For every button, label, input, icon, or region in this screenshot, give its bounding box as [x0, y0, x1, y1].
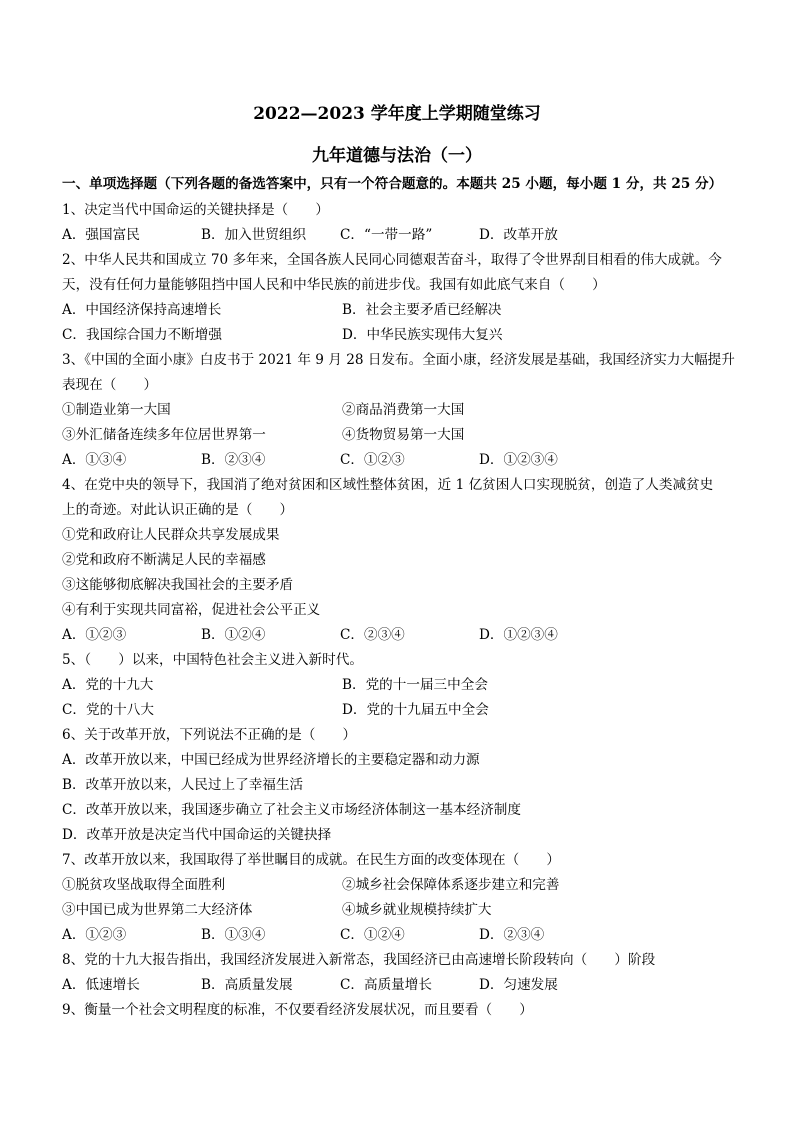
q7-option-d: D．②③④ [479, 927, 545, 943]
question-1-options [62, 223, 732, 248]
question-2-stem-line2: 天，没有任何力量能够阻挡中国人民和中华民族的前进步伐。我国有如此底气来自（ ） [62, 277, 606, 293]
q7-statement-1: ①脱贫攻坚战取得全面胜利 [62, 877, 226, 893]
q6-option-a: A．改革开放以来，中国已经成为世界经济增长的主要稳定器和动力源 [62, 752, 480, 768]
q2-option-a: A．中国经济保持高速增长 [62, 302, 222, 318]
q6-option-c: C．改革开放以来，我国逐步确立了社会主义市场经济体制这一基本经济制度 [62, 802, 521, 818]
q1-option-c: C．“一带一路” [340, 227, 433, 243]
question-list [62, 198, 735, 1023]
q4-statement-1: ①党和政府让人民群众共享发展成果 [62, 527, 280, 543]
question-5-options-row2 [62, 698, 732, 723]
question-2-options-row1 [62, 298, 732, 323]
q6-option-d: D．改革开放是决定当代中国命运的关键抉择 [62, 827, 332, 843]
exam-subtitle: 九年道德与法治（一） [312, 146, 482, 166]
q1-option-a: A．强国富民 [62, 227, 140, 243]
q5-option-c: C．党的十八大 [62, 702, 154, 718]
q4-statement-4: ④有利于实现共同富裕，促进社会公平正义 [62, 602, 321, 618]
q7-option-b: B．①③④ [201, 927, 266, 943]
q3-option-d: D．①②③④ [479, 452, 558, 468]
q2-option-d: D．中华民族实现伟大复兴 [342, 327, 503, 343]
question-3-stem-line2: 表现在（ ） [62, 377, 158, 393]
question-3-options [62, 448, 732, 473]
exam-title: 2022—2023 学年度上学期随堂练习 [253, 104, 541, 124]
q3-statement-4: ④货物贸易第一大国 [342, 427, 465, 443]
q5-option-d: D．党的十九届五中全会 [342, 702, 489, 718]
q4-statement-2: ②党和政府不断满足人民的幸福感 [62, 552, 266, 568]
q7-statement-4: ④城乡就业规模持续扩大 [342, 902, 492, 918]
q7-option-a: A．①②③ [62, 927, 127, 943]
q3-option-a: A．①③④ [62, 452, 127, 468]
q8-option-d: D．匀速发展 [479, 977, 558, 993]
q6-option-b: B．改革开放以来，人民过上了幸福生活 [62, 777, 304, 793]
q5-option-b: B．党的十一届三中全会 [342, 677, 488, 693]
question-7-statements-row1 [62, 873, 732, 898]
q7-option-c: C．①②④ [340, 927, 405, 943]
question-3-stem-line1: 3、《中国的全面小康》白皮书于 2021 年 9 月 28 日发布。全面小康，经济发展是基础，我国经济实力大幅提升 [62, 352, 735, 368]
question-9-stem: 9、衡量一个社会文明程度的标准，不仅要看经济发展状况，而且要看（ ） [62, 1002, 533, 1018]
question-4-options [62, 623, 732, 648]
question-7-statements-row2 [62, 898, 732, 923]
q4-option-b: B．①②④ [201, 627, 266, 643]
q7-statement-2: ②城乡社会保障体系逐步建立和完善 [342, 877, 560, 893]
q1-option-b: B．加入世贸组织 [201, 227, 307, 243]
section-heading: 一、单项选择题（下列各题的备选答案中，只有一个符合题意的。本题共 25 小题，每小题 1 分，共 25 分） [62, 176, 723, 192]
question-4-stem-line2: 上的奇迹。对此认识正确的是（ ） [62, 502, 294, 518]
q3-option-b: B．②③④ [201, 452, 266, 468]
q4-option-c: C．②③④ [340, 627, 405, 643]
q3-statement-2: ②商品消费第一大国 [342, 402, 465, 418]
question-8-options [62, 973, 732, 998]
q2-option-c: C．我国综合国力不断增强 [62, 327, 222, 343]
question-1-stem: 1、决定当代中国命运的关键抉择是（ ） [62, 202, 329, 218]
q3-option-c: C．①②③ [340, 452, 405, 468]
question-3-statements-row2 [62, 423, 732, 448]
q4-option-d: D．①②③④ [479, 627, 558, 643]
question-3-statements-row1 [62, 398, 732, 423]
q8-option-c: C．高质量增长 [340, 977, 432, 993]
q3-statement-1: ①制造业第一大国 [62, 402, 171, 418]
question-6-stem: 6、关于改革开放，下列说法不正确的是（ ） [62, 727, 357, 743]
q7-statement-3: ③中国已成为世界第二大经济体 [62, 902, 253, 918]
q4-option-a: A．①②③ [62, 627, 127, 643]
question-5-stem: 5、（ ）以来，中国特色社会主义进入新时代。 [62, 652, 363, 668]
q1-option-d: D．改革开放 [479, 227, 558, 243]
q2-option-b: B．社会主要矛盾已经解决 [342, 302, 502, 318]
question-2-options-row2 [62, 323, 732, 348]
q3-statement-3: ③外汇储备连续多年位居世界第一 [62, 427, 266, 443]
question-8-stem: 8、党的十九大报告指出，我国经济发展进入新常态，我国经济已由高速增长阶段转向（ ）阶段 [62, 952, 656, 968]
q8-option-a: A．低速增长 [62, 977, 140, 993]
q8-option-b: B．高质量发展 [201, 977, 293, 993]
q4-statement-3: ③这能够彻底解决我国社会的主要矛盾 [62, 577, 294, 593]
question-7-stem: 7、改革开放以来，我国取得了举世瞩目的成就。在民生方面的改变体现在（ ） [62, 852, 561, 868]
q5-option-a: A．党的十九大 [62, 677, 154, 693]
question-7-options [62, 923, 732, 948]
question-4-stem-line1: 4、在党中央的领导下，我国消了绝对贫困和区域性整体贫困，近 1 亿贫困人口实现脱贫，创造了人类减贫史 [62, 477, 714, 493]
question-5-options-row1 [62, 673, 732, 698]
question-2-stem-line1: 2、中华人民共和国成立 70 多年来，全国各族人民同心同德艰苦奋斗，取得了令世界刮目相看的伟大成就。今 [62, 252, 722, 268]
